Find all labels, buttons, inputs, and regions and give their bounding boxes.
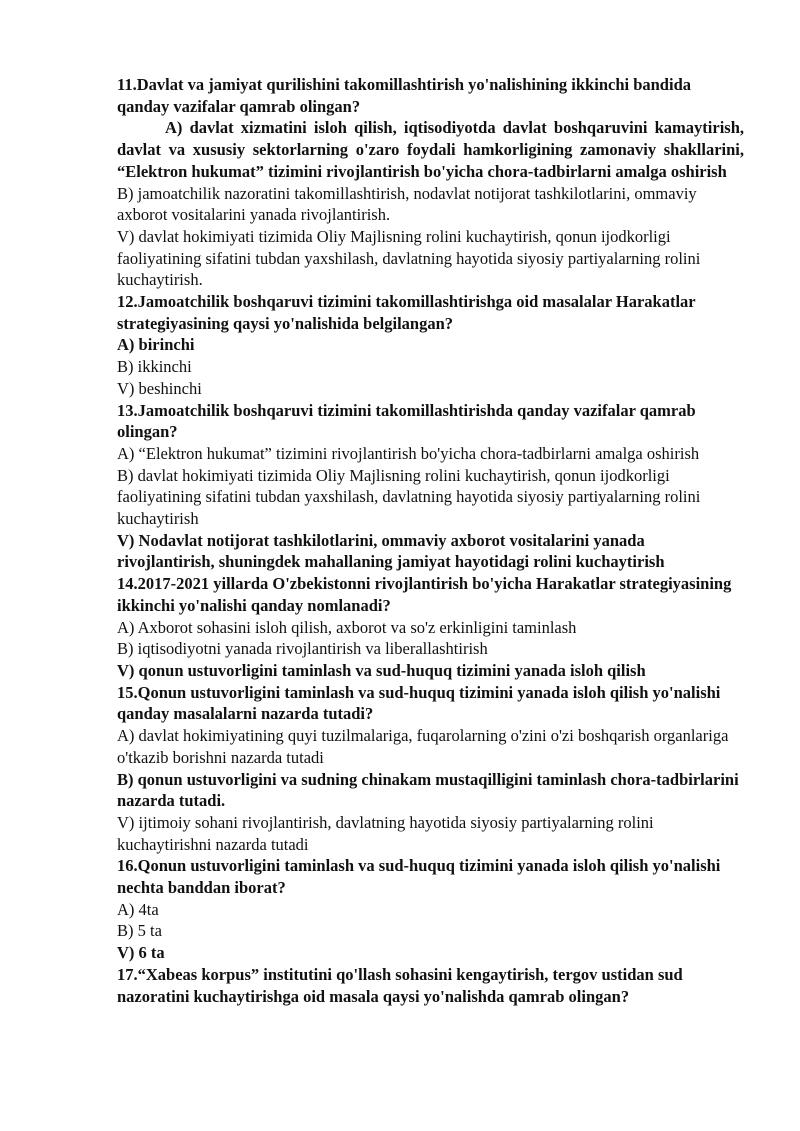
answer-15-v: V) ijtimoiy sohani rivojlantirish, davlatning hayotida siyosiy partiyalarning rolini kuchaytirishni nazarda tutadi: [117, 812, 654, 854]
question-13: 13.Jamoatchilik boshqaruvi tizimini takomillashtirishda qanday vazifalar qamrab olingan?: [117, 400, 696, 442]
answer-16-b: B) 5 ta: [117, 921, 162, 941]
answer-11-v: V) davlat hokimiyati tizimida Oliy Majlisning rolini kuchaytirish, qonun ijodkorligi faoliyatining sifatini tubdan yaxshilash, davlatning hayotida siyosiy partiyalarning rolini kuchaytirish.: [117, 226, 701, 290]
answer-14-v: V) qonun ustuvorligini taminlash va sud-huquq tizimini yanada isloh qilish: [117, 660, 646, 680]
answer-11-a: A) davlat xizmatini isloh qilish, iqtisodiyotda davlat boshqaruvini kamaytirish, davlat va xususiy sektorlarning o'zaro foydali hamkorligining zamonaviy shakllarini, “Elektron hukumat” tizimini rivojlantirish bo'yicha chora-tadbirlarni amalga oshirish: [117, 118, 744, 181]
answer-13-a: A) “Elektron hukumat” tizimini rivojlantirish bo'yicha chora-tadbirlarni amalga oshirish: [117, 443, 700, 463]
question-11: 11.Davlat va jamiyat qurilishini takomillashtirish yo'nalishining ikkinchi bandida qanday vazifalar qamrab olingan?: [117, 75, 691, 116]
answer-13-b: B) davlat hokimiyati tizimida Oliy Majlisning rolini kuchaytirish, qonun ijodkorligi faoliyatining sifatini tubdan yaxshilash, davlatning hayotida siyosiy partiyalarning rolini kuchaytirish: [117, 465, 701, 529]
question-14: 14.2017-2021 yillarda O'zbekistonni rivojlantirish bo'yicha Harakatlar strategiyasining ikkinchi yo'nalishi qanday nomlanadi?: [117, 574, 732, 615]
answer-14-a: A) Axborot sohasini isloh qilish, axborot va so'z erkinligini taminlash: [117, 617, 577, 637]
answer-13-v: V) Nodavlat notijorat tashkilotlarini, ommaviy axborot vositalarini yanada rivojlantirish, shuningdek mahallaning jamiyat hayotidagi rolini kuchaytirish: [117, 530, 665, 572]
answer-16-a: A) 4ta: [117, 899, 159, 919]
question-15: 15.Qonun ustuvorligini taminlash va sud-huquq tizimini yanada isloh qilish yo'nalishi qanday masalalarni nazarda tutadi?: [117, 682, 721, 724]
answer-12-v: V) beshinchi: [117, 378, 202, 398]
document-page: [117, 74, 744, 1007]
question-17: 17.“Xabeas korpus” institutini qo'llash sohasini kengaytirish, tergov ustidan sud nazoratini kuchaytirishga oid masala qaysi yo'nalishda qamrab olingan?: [117, 964, 683, 1006]
question-16: 16.Qonun ustuvorligini taminlash va sud-huquq tizimini yanada isloh qilish yo'nalishi nechta banddan iborat?: [117, 856, 721, 898]
answer-15-b: B) qonun ustuvorligini va sudning chinakam mustaqilligini taminlash chora-tadbirlarini nazarda tutadi.: [117, 769, 739, 811]
question-12: 12.Jamoatchilik boshqaruvi tizimini takomillashtirishga oid masalalar Harakatlar strategiyasining qaysi yo'nalishida belgilangan?: [117, 292, 696, 333]
answer-16-v: V) 6 ta: [117, 943, 165, 963]
answer-14-b: B) iqtisodiyotni yanada rivojlantirish va liberallashtirish: [117, 639, 488, 659]
answer-12-b: B) ikkinchi: [117, 357, 192, 377]
answer-11-b: B) jamoatchilik nazoratini takomillashtirish, nodavlat notijorat tashkilotlarini, ommaviy axborot vositalarini yanada rivojlantirish.: [117, 183, 697, 225]
answer-15-a: A) davlat hokimiyatining quyi tuzilmalariga, fuqarolarning o'zini o'zi boshqarish organlariga o'tkazib borishni nazarda tutadi: [117, 726, 729, 767]
answer-12-a: A) birinchi: [117, 335, 195, 355]
